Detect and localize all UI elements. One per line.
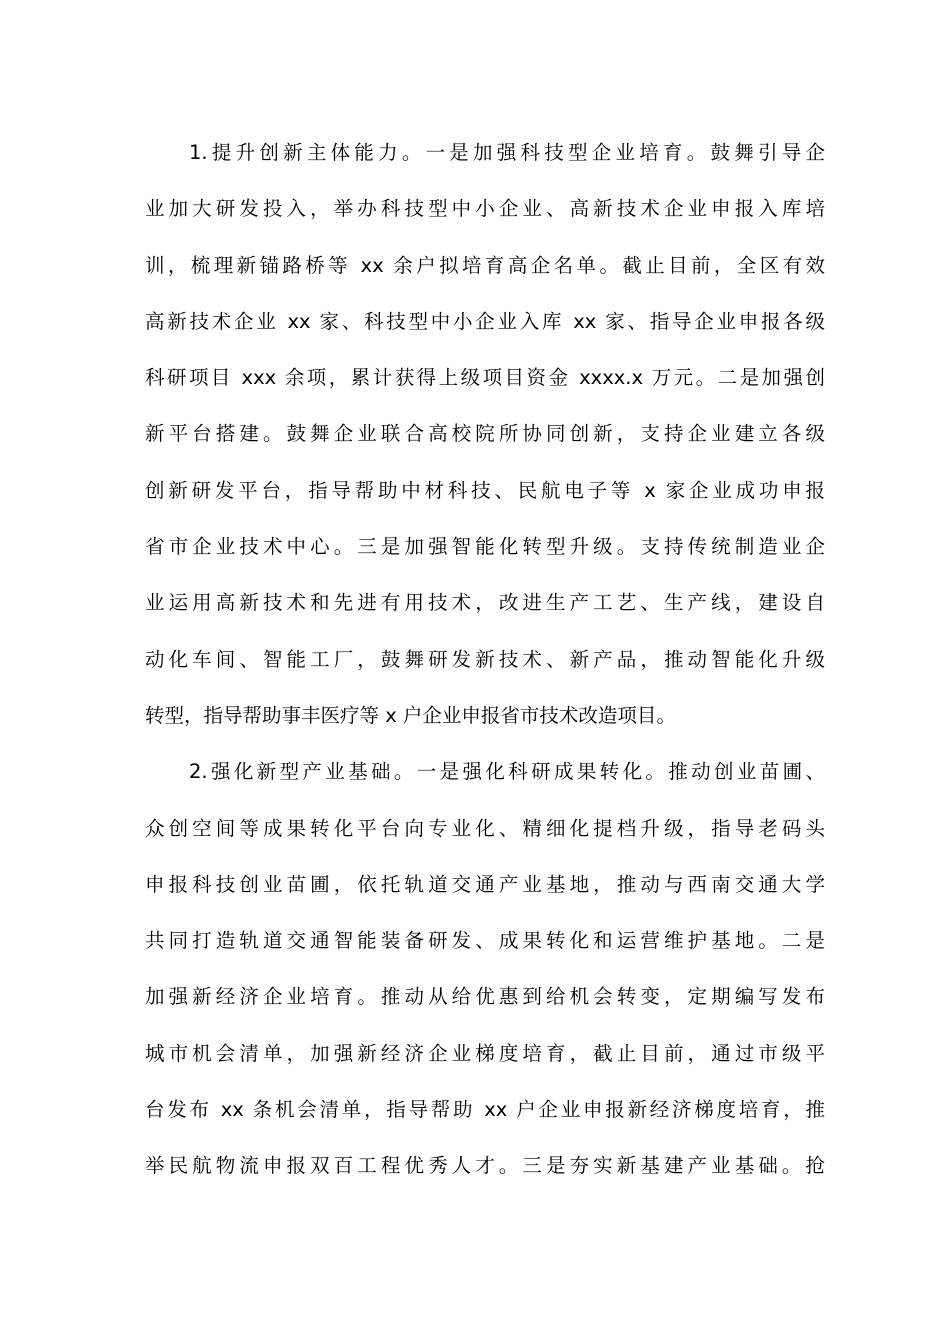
paragraph-line: 1.提升创新主体能力。一是加强科技型企业培育。鼓舞引导企 <box>189 141 825 164</box>
paragraph-1 <box>145 125 825 744</box>
paragraph-line: 城市机会清单，加强新经济企业梯度培育，截止目前，通过市级平 <box>145 1041 825 1065</box>
paragraph-line: 举民航物流申报双百工程优秀人才。三是夯实新基建产业基础。抢 <box>145 1154 825 1178</box>
document-body <box>145 125 825 1195</box>
paragraph-2 <box>145 744 825 1194</box>
paragraph-line: 动化车间、智能工厂，鼓舞研发新技术、新产品，推动智能化升级 <box>145 647 825 671</box>
paragraph-line: 业运用高新技术和先进有用技术，改进生产工艺、生产线，建设自 <box>145 591 825 615</box>
paragraph-line: 训，梳理新锚路桥等 xx 余户拟培育高企名单。截止目前，全区有效 <box>145 253 825 277</box>
paragraph-line: 创新研发平台，指导帮助中材科技、民航电子等 x 家企业成功申报 <box>145 478 825 502</box>
paragraph-line: 台发布 xx 条机会清单，指导帮助 xx 户企业申报新经济梯度培育，推 <box>145 1098 825 1122</box>
paragraph-line: 业加大研发投入，举办科技型中小企业、高新技术企业申报入库培 <box>145 197 825 221</box>
paragraph-line: 共同打造轨道交通智能装备研发、成果转化和运营维护基地。二是 <box>145 929 825 953</box>
paragraph-line: 申报科技创业苗圃，依托轨道交通产业基地，推动与西南交通大学 <box>145 872 825 896</box>
paragraph-line: 新平台搭建。鼓舞企业联合高校院所协同创新，支持企业建立各级 <box>145 422 825 446</box>
paragraph-line: 省市企业技术中心。三是加强智能化转型升级。支持传统制造业企 <box>145 535 825 559</box>
paragraph-line: 众创空间等成果转化平台向专业化、精细化提档升级，指导老码头 <box>145 816 825 840</box>
paragraph-line: 高新技术企业 xx 家、科技型中小企业入库 xx 家、指导企业申报各级 <box>145 309 825 333</box>
paragraph-line: 转型，指导帮助事丰医疗等 x 户企业申报省市技术改造项目。 <box>145 703 676 727</box>
paragraph-line: 加强新经济企业培育。推动从给优惠到给机会转变，定期编写发布 <box>145 985 825 1009</box>
paragraph-line: 2.强化新型产业基础。一是强化科研成果转化。推动创业苗圃、 <box>189 760 825 784</box>
paragraph-line: 科研项目 xxx 余项，累计获得上级项目资金 xxxx.x 万元。二是加强创 <box>145 366 825 390</box>
